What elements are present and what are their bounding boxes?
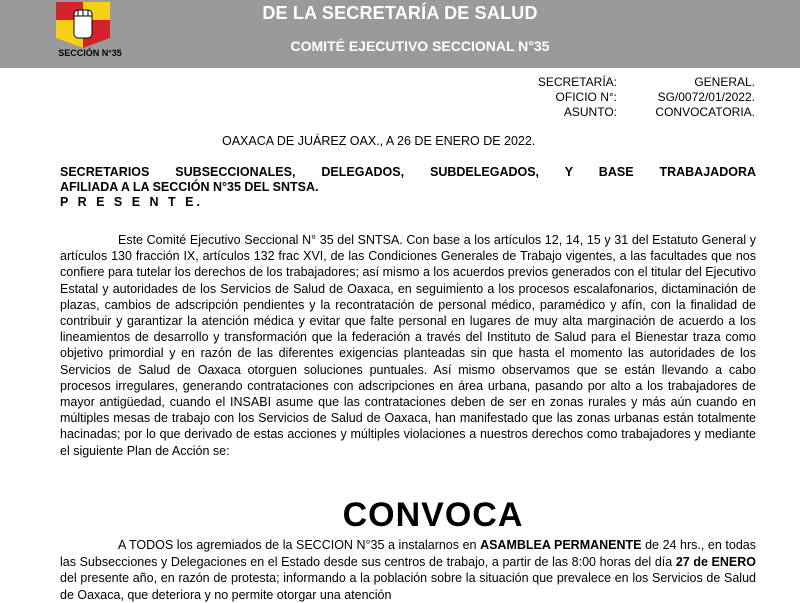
logo-caption: SECCIÓN N°35 bbox=[58, 48, 122, 58]
document-date: OAXACA DE JUÁREZ OAX., A 26 DE ENERO DE 2022. bbox=[222, 134, 536, 148]
header-title: DE LA SECRETARÍA DE SALUD bbox=[262, 3, 538, 23]
body-paragraph: Este Comité Ejecutivo Seccional N° 35 del SNTSA. Con base a los artículos 12, 14, 15 y 31 del Estatuto General y artículos 130 fracción IX, artículos 132 frac XVI, de las Condiciones Generales de Trabajo vigentes, a las facultades que nos confiere para tutelar los derechos de los trabajadores; así mismo a los acuerdos previos generados con el titular del Ejecutivo Estatal y autoridades de los Servicios de Salud de Oaxaca, en seguimiento a los procesos escalafonarios, dictaminación de plazas, cambios de adscripción pendientes y la recontratación de personal médico, paramédico y afín, con la finalidad de contribuir y garantizar la atención médica y evitar que falte personal en lugares de muy alta marginación de acuerdo a los lineamientos de desarrollo y transformación que la federación a través del Instituto de Salud para el Bienestar traza como objetivo primordial y en razón de las diferentes exigencias planteadas sin que hasta el momento las autoridades de los Servicios de Salud de Oaxaca otorguen soluciones puntuales. Así mismo observamos que se están llevando a cabo procesos irregulares, generando contrataciones con adscripciones en área urbana, pasando por alto a los trabajadores de mayor antigüedad, cuando el INSABI asume que las contrataciones deben de ser en zonas rurales y más aún cuando en múltiples mesas de trabajo con los Servicios de Salud de Oaxaca, han manifestado que las zonas urbanas están totalmente hacinadas; por lo que derivado de estas acciones y múltiples violaciones a nuestros derechos como trabajadores y mediante el siguiente Plan de Acción se: bbox=[60, 233, 756, 458]
second-paragraph bbox=[60, 537, 756, 603]
presente-line: P R E S E N T E. bbox=[60, 195, 203, 209]
header-subtitle: COMITÉ EJECUTIVO SECCIONAL N°35 bbox=[290, 38, 550, 54]
paragraph-text: de 24 hrs., en todas las Subsecciones y Delegaciones en el Estado desde sus centros de trabajo, a partir de las 8:00 horas del día bbox=[60, 538, 756, 569]
meta-key: OFICIO N°: bbox=[555, 90, 617, 104]
meta-key: ASUNTO: bbox=[563, 105, 617, 119]
meta-row-asunto bbox=[517, 105, 755, 120]
meta-row-secretaria bbox=[517, 75, 755, 90]
paragraph-text: del presente año, en razón de protesta; informando a la población sobre la situación que prevalece en los Servicios de Salud de Oaxaca, que deteriora y no permite otorgar una atención bbox=[60, 571, 756, 602]
convoca-heading: CONVOCA bbox=[342, 496, 524, 534]
meta-value: GENERAL. bbox=[694, 75, 755, 89]
header-band bbox=[0, 0, 800, 68]
bold-date: 27 de ENERO bbox=[675, 554, 756, 569]
meta-value: SG/0072/01/2022. bbox=[657, 90, 755, 104]
addressee-line-1: SECRETARIOS SUBSECCIONALES, DELEGADOS, SUBDELEGADOS, Y BASE TRABAJADORA bbox=[60, 165, 756, 179]
meta-row-oficio bbox=[517, 90, 755, 105]
bold-asamblea: ASAMBLEA PERMANENTE bbox=[480, 538, 642, 552]
addressee-block bbox=[60, 165, 756, 210]
addressee-line-2: AFILIADA A LA SECCIÓN N°35 DEL SNTSA. bbox=[60, 180, 319, 194]
paragraph-text: A TODOS los agremiados de la SECCION N°35 a instalarnos en bbox=[118, 538, 481, 552]
meta-key: SECRETARÍA: bbox=[537, 75, 617, 89]
body-paragraph-block bbox=[60, 232, 756, 459]
document-meta bbox=[517, 75, 755, 120]
meta-value: CONVOCATORIA. bbox=[655, 105, 755, 119]
second-paragraph-block bbox=[60, 537, 756, 603]
